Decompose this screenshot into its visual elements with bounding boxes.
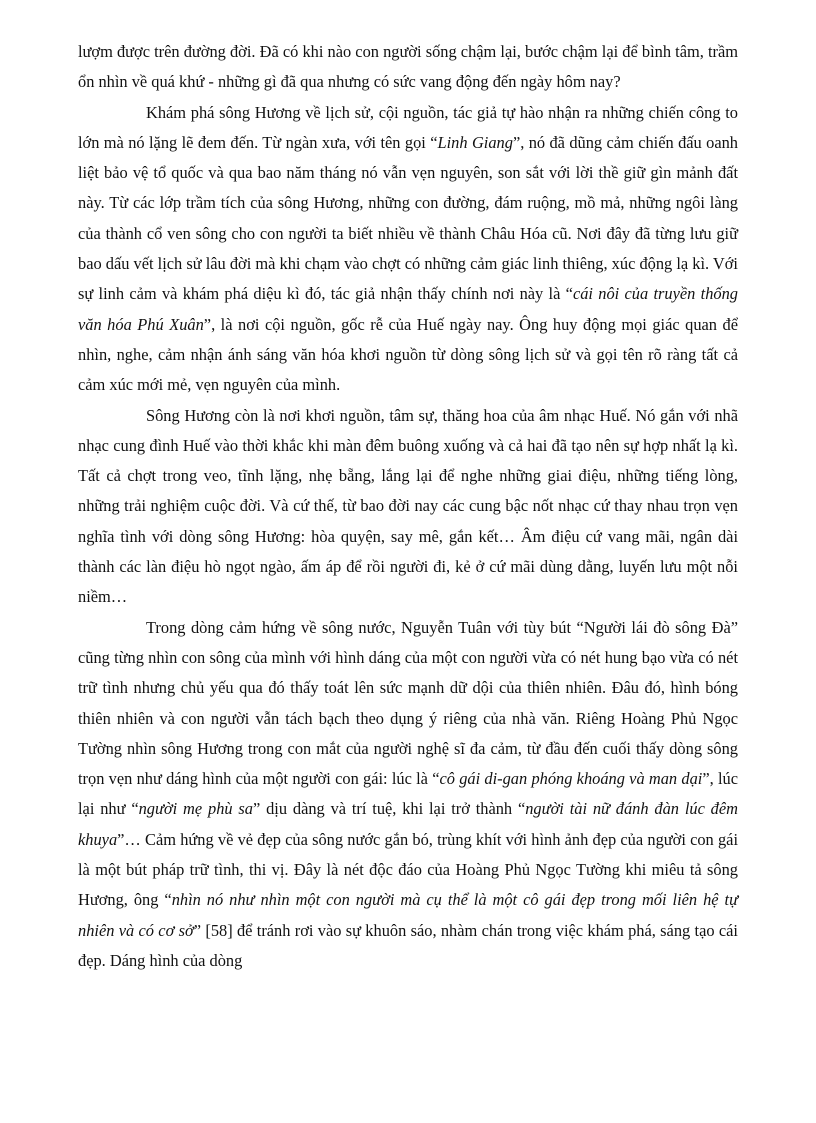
text-segment: lượm được trên đường đời. Đã có khi nào con người sống chậm lại, bước chậm lại để bình tâm, trầm ổn nhìn về quá khứ - những gì đã qua nhưng có sức vang động đến ngày hôm nay? bbox=[78, 42, 738, 92]
text-segment: ”, là nơi cội nguồn, gốc rễ của Huế ngày nay. Ông huy động mọi giác quan để nhìn, nghe, cảm nhận ánh sáng văn hóa khơi nguồn từ dòng sông lịch sử và gọi tên rõ ràng tất cả cảm xúc mới mẻ, vẹn nguyên của mình. bbox=[78, 314, 738, 395]
paragraph-2 bbox=[78, 98, 738, 401]
italic-quote: cái nôi của truyền thống văn hóa Phú Xuân bbox=[78, 284, 738, 334]
document-page bbox=[78, 37, 738, 976]
text-segment: Khám phá sông Hương về lịch sử, cội nguồn, tác giả tự hào nhận ra những chiến công to lớn mà nó lặng lẽ đem đến. Từ ngàn xưa, với tên gọi “ bbox=[78, 102, 738, 152]
text-segment: Trong dòng cảm hứng về sông nước, Nguyễn Tuân với tùy bút “Người lái đò sông Đà” cũng từng nhìn con sông của mình với hình dáng của một con người vừa có nét hung bạo vừa có nét trữ tình nhưng chủ yếu qua đó thấy toát lên sức mạnh dữ dội của thiên nhiên. Đâu đó, hình bóng thiên nhiên và con người vẫn tách bạch theo dụng ý riêng của nhà văn. Riêng Hoàng Phủ Ngọc Tường nhìn sông Hương trong con mắt của người nghệ sĩ đa cảm, từ đầu đến cuối thấy dòng sông trọn vẹn như dáng hình của một người con gái: lúc là “ bbox=[78, 617, 738, 789]
italic-quote: cô gái di-gan phóng khoáng và man dại bbox=[439, 769, 703, 789]
text-segment: Sông Hương còn là nơi khơi nguồn, tâm sự, thăng hoa của âm nhạc Huế. Nó gắn với nhã nhạc cung đình Huế vào thời khắc khi màn đêm buông xuống và cả hai đã tạo nên sự hợp nhất lạ kì. Tất cả chợt trong veo, tĩnh lặng, nhẹ bẵng, lắng lại để nghe những giai điệu, những tiếng lòng, những trải nghiệm cuộc đời. Và cứ thế, từ bao đời nay các cung bậc nốt nhạc cứ thay nhau trọn vẹn nghĩa tình với dòng sông Hương: hòa quyện, say mê, gắn kết… Âm điệu cứ vang mãi, ngân dài thành các làn điệu hò ngọt ngào, ấm áp để rồi người đi, kẻ ở cứ mãi dùng dằng, luyến lưu một nỗi niềm… bbox=[78, 405, 738, 607]
text-segment: ”, lúc lại như “ bbox=[78, 769, 738, 819]
text-segment: ”… Cảm hứng về vẻ đẹp của sông nước gắn bó, trùng khít với hình ảnh đẹp của người con gái là một bút pháp trữ tình, thi vị. Đây là nét độc đáo của Hoàng Phủ Ngọc Tường khi miêu tả sông Hương, ông “ bbox=[78, 829, 738, 910]
paragraph-3 bbox=[78, 401, 738, 613]
italic-term: Linh Giang bbox=[437, 132, 513, 152]
italic-quote: nhìn nó như nhìn một con người mà cụ thể là một cô gái đẹp trong mối liên hệ tự nhiên và có cơ sở bbox=[78, 890, 739, 940]
italic-quote: người tài nữ đánh đàn lúc đêm khuya bbox=[78, 799, 738, 849]
paragraph-1 bbox=[78, 37, 738, 98]
text-segment: ” [58] để tránh rơi vào sự khuôn sáo, nhàm chán trong việc khám phá, sáng tạo cái đẹp. Dáng hình của dòng bbox=[78, 920, 738, 970]
paragraph-4 bbox=[78, 613, 738, 977]
text-segment: ” dịu dàng và trí tuệ, khi lại trở thành “ bbox=[253, 799, 526, 819]
text-segment: ”, nó đã dũng cảm chiến đấu oanh liệt bảo vệ tổ quốc và qua bao năm tháng nó vẫn vẹn nguyên, son sắt với lời thề giữ gìn mảnh đất này. Từ các lớp trầm tích của sông Hương, những con đường, đám ruộng, mồ mả, những ngôi làng của thành cổ ven sông cho con người ta biết nhiều về thành Châu Hóa cũ. Nơi đây đã từng lưu giữ bao dấu vết lịch sử lâu đời mà khi chạm vào chợt có những cảm giác linh thiêng, xúc động lạ kì. Với sự linh cảm và khám phá diệu kì đó, tác giả nhận thấy chính nơi này là “ bbox=[78, 132, 738, 304]
italic-quote: người mẹ phù sa bbox=[138, 799, 253, 819]
